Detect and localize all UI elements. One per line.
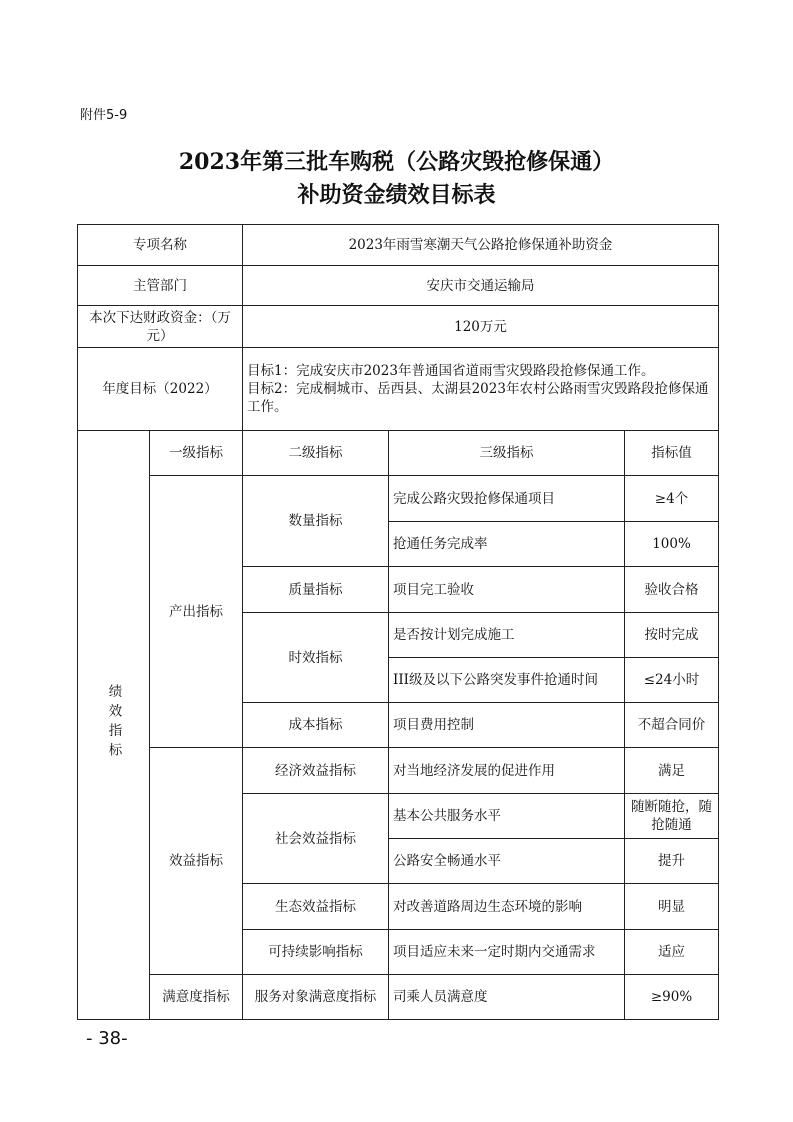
benefit-indicator-label: 效益指标 [150, 748, 243, 975]
page-number: - 38- [86, 1028, 128, 1049]
quality-item: 项目完工验收 [389, 567, 625, 613]
annual-goal-label: 年度目标（2022） [78, 348, 243, 431]
economic-indicator-label: 经济效益指标 [243, 748, 389, 794]
page-title-line1: 2023年第三批车购税（公路灾毁抢修保通） [178, 149, 615, 175]
row-column-headers [78, 431, 719, 476]
output-indicator-label: 产出指标 [150, 476, 243, 748]
cost-indicator-label: 成本指标 [243, 703, 389, 748]
quantity-value-2: 100% [625, 522, 719, 567]
sustain-value: 适应 [625, 930, 719, 975]
satisfaction-item: 司乘人员满意度 [389, 975, 625, 1020]
social-item-2: 公路安全畅通水平 [389, 839, 625, 884]
col-level3-header: 三级指标 [389, 431, 625, 476]
row-department [78, 266, 719, 306]
dept-value: 安庆市交通运输局 [243, 266, 719, 306]
page-title-line2: 补助资金绩效目标表 [297, 182, 496, 208]
sustain-indicator-label: 可持续影响指标 [243, 930, 389, 975]
dept-label: 主管部门 [78, 266, 243, 306]
quantity-item-2: 抢通任务完成率 [389, 522, 625, 567]
eco-item: 对改善道路周边生态环境的影响 [389, 884, 625, 930]
table-row [78, 748, 719, 794]
col-value-header: 指标值 [625, 431, 719, 476]
perf-section-label [78, 431, 150, 1020]
social-item-1: 基本公共服务水平 [389, 794, 625, 839]
row-project-name [78, 225, 719, 266]
funds-value: 120万元 [243, 306, 719, 348]
performance-target-table [77, 224, 719, 1020]
satisfaction-sub-label: 服务对象满意度指标 [243, 975, 389, 1020]
row-funds [78, 306, 719, 348]
eco-value: 明显 [625, 884, 719, 930]
col-level2-header: 二级指标 [243, 431, 389, 476]
timeliness-indicator-label: 时效指标 [243, 613, 389, 703]
annual-goal-content [243, 348, 719, 431]
timeliness-value-1: 按时完成 [625, 613, 719, 658]
annual-goal-2: 目标2：完成桐城市、岳西县、太湖县2023年农村公路雨雪灾毁路段抢修保通工作。 [247, 381, 709, 415]
quantity-indicator-label: 数量指标 [243, 476, 389, 567]
project-name-label: 专项名称 [78, 225, 243, 266]
cost-value: 不超合同价 [625, 703, 719, 748]
attachment-label: 附件5-9 [80, 108, 128, 123]
economic-item: 对当地经济发展的促进作用 [389, 748, 625, 794]
sustain-item: 项目适应未来一定时期内交通需求 [389, 930, 625, 975]
quality-value: 验收合格 [625, 567, 719, 613]
perf-section-text: 绩效指标 [105, 683, 122, 762]
project-name-value: 2023年雨雪寒潮天气公路抢修保通补助资金 [243, 225, 719, 266]
timeliness-item-2: III级及以下公路突发事件抢通时间 [389, 658, 625, 703]
timeliness-item-1: 是否按计划完成施工 [389, 613, 625, 658]
annual-goal-1: 目标1：完成安庆市2023年普通国省道雨雪灾毁路段抢修保通工作。 [247, 363, 655, 379]
cost-item: 项目费用控制 [389, 703, 625, 748]
satisfaction-value: ≥90% [625, 975, 719, 1020]
social-value-2: 提升 [625, 839, 719, 884]
social-value-1: 随断随抢，随抢随通 [625, 794, 719, 839]
table-row [78, 476, 719, 522]
quality-indicator-label: 质量指标 [243, 567, 389, 613]
timeliness-value-2: ≤24小时 [625, 658, 719, 703]
social-indicator-label: 社会效益指标 [243, 794, 389, 884]
quantity-item-1: 完成公路灾毁抢修保通项目 [389, 476, 625, 522]
col-level1-header: 一级指标 [150, 431, 243, 476]
row-annual-goal [78, 348, 719, 431]
funds-label: 本次下达财政资金：（万元） [78, 306, 243, 348]
economic-value: 满足 [625, 748, 719, 794]
eco-indicator-label: 生态效益指标 [243, 884, 389, 930]
satisfaction-indicator-label: 满意度指标 [150, 975, 243, 1020]
quantity-value-1: ≥4个 [625, 476, 719, 522]
table-row [78, 975, 719, 1020]
